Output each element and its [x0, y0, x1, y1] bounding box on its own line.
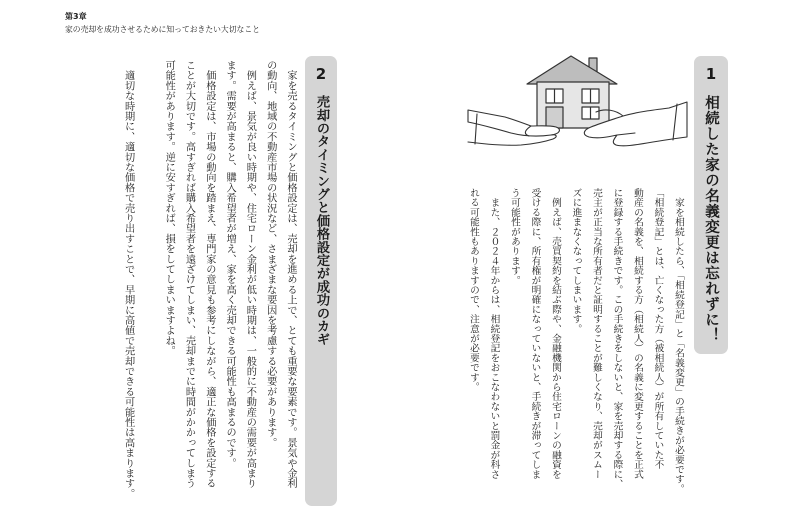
house-handover-icon	[465, 50, 690, 160]
section-title: 売却のタイミングと価格設定が成功のカギ	[314, 95, 329, 346]
section-number: 2	[315, 65, 327, 83]
section-number: 1	[705, 65, 717, 83]
body-line: 例えば、景気が良い時期や、住宅ローン金利が低い時期は、一般的に不動産の需要が高まり	[244, 60, 256, 489]
chapter-title: 家の売却を成功させるために知っておきたい大切なこと	[65, 25, 260, 34]
body-line: う可能性があります。	[509, 188, 520, 285]
house-icon	[527, 56, 617, 128]
body-line: 売主が正当な所有者だと証明することが難しくなり、売却がスムー	[591, 188, 602, 479]
body-line: 価格設定は、市場の動向を踏まえ、専門家の意見も参考にしながら、適正な価格を設定する	[203, 60, 215, 489]
body-line: 可能性があります。逆に安すぎれば、損をしてしまいますよね。	[163, 60, 175, 356]
body-line: ます。需要が高まると、購入希望者が増え、家を高く売却できる可能性も高まるのです。	[224, 60, 236, 468]
body-line: 例えば、売買契約を結ぶ際や、金融機関から住宅ローンの融資を	[550, 188, 561, 479]
section-body-2	[117, 60, 300, 506]
body-line: また、２０２４年からは、相続登記をおこなわないと罰金が科さ	[488, 188, 500, 479]
section-heading-2	[305, 56, 337, 506]
body-line: の動向、地域の不動産市場の状況など、さまざまな要因を考慮する必要があります。	[264, 60, 276, 448]
body-line: ズに進まなくなってしまいます。	[570, 188, 582, 334]
body-line: 家を売るタイミングと価格設定は、売却を進める上で、とても重要な要素です。景気や金利	[285, 60, 296, 489]
body-line: ことが大切です。高すぎれば購入希望者を遠ざけてしまい、売却までに時間がかかってしまう	[183, 60, 195, 489]
body-line: 受ける際に、所有権が明確になっていないと、手続きが滞ってしま	[529, 188, 541, 479]
body-line: 家を相続したら、「相続登記」と「名義変更」の手続きが必要です。	[673, 188, 684, 494]
body-line: 動産の名義を、相続する方（相続人）の名義に変更することを正式	[632, 188, 643, 479]
section-heading-1	[694, 56, 728, 354]
section-body-1	[462, 188, 688, 510]
chapter-label: 第3章	[65, 12, 87, 21]
body-line: 適切な時期に、適切な価格で売り出すことで、早期に高値で売却できる可能性は高まります。	[122, 60, 134, 499]
section-title: 相続した家の名義変更は忘れずに！	[703, 95, 719, 343]
paragraph-gap	[138, 60, 158, 506]
body-line: 「相続登記」とは、亡くなった方（被相続人）が所有していた不	[652, 188, 664, 470]
body-line: れる可能性もありますので、注意が必要です。	[468, 188, 479, 392]
body-line: に登録する手続きです。この手続きをしないと、家を売却する際に、	[611, 188, 623, 489]
